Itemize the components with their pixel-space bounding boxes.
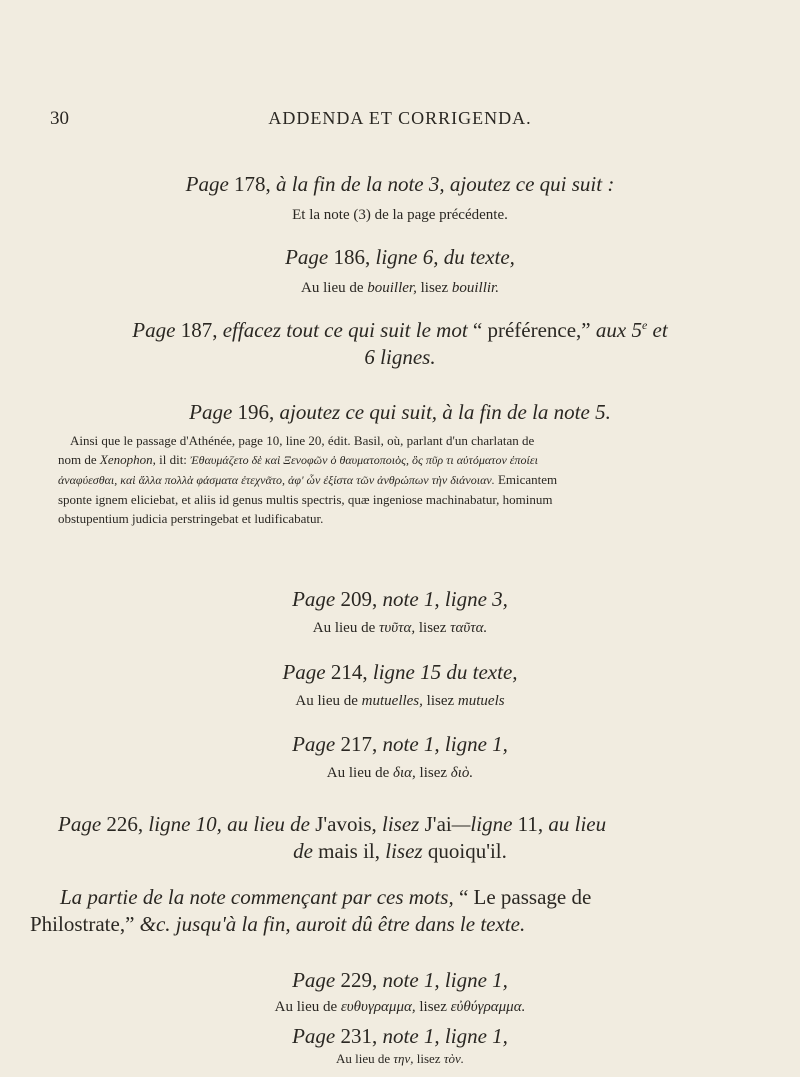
entry-page-209 bbox=[0, 587, 800, 637]
entry-page-196 bbox=[0, 400, 800, 528]
entry-page-231 bbox=[0, 1024, 800, 1067]
entry-heading: Page 214, ligne 15 du texte, bbox=[282, 660, 518, 684]
entry-body: Au lieu de την, lisez τὸν. bbox=[335, 1051, 465, 1066]
entry-body: Et la note (3) de la page précédente. bbox=[292, 207, 508, 223]
page-header bbox=[0, 108, 800, 138]
entry-paragraph: Ainsi que le passage d'Athénée, page 10, line 20, édit. Basil, où, parlant d'un charlatan de nom de Xenophon, il dit: Ἐθαυμάζετο δὲ καὶ Ξενοφῶν ὁ θαυματοποιὸς, ὃς πῦρ τι αὐτόματον ἐποίει ἀναφύεσθαι, καὶ ἄλλα πολλὰ φάσματα ἐτεχνᾶτο, ἀφ' ὧν ἐξίστα τῶν ἀνθρώπων τὴν διάνοιαν. Emicantem sponte ignem eliciebat, et aliis id genus multis spectris, quæ ingeniose machinabatur, hominum obstupentium judicia perstringebat et ludificabatur. bbox=[58, 433, 558, 526]
entry-body: Au lieu de ευθυγραμμα, lisez εὐθύγραμμα. bbox=[274, 999, 526, 1015]
entry-heading-line2: 6 lignes. bbox=[364, 345, 436, 369]
entry-page-186 bbox=[0, 245, 800, 297]
entry-page-178 bbox=[0, 172, 800, 224]
entry-page-226: Page 226, ligne 10, au lieu de J'avois, lisez J'ai—ligne 11, au lieu de mais il, lisez quoiqu'il. bbox=[58, 812, 607, 863]
entry-heading: Page 187, effacez tout ce qui suit le mot “ préférence,” aux 5e et bbox=[132, 318, 668, 342]
entry-body: Au lieu de mutuelles, lisez mutuels bbox=[295, 693, 505, 709]
entry-heading: Page 196, ajoutez ce qui suit, à la fin de la note 5. bbox=[189, 400, 611, 424]
entry-page-229 bbox=[0, 968, 800, 1016]
entry-heading: Page 231, note 1, ligne 1, bbox=[292, 1024, 508, 1048]
entry-heading: Page 217, note 1, ligne 1, bbox=[292, 732, 508, 756]
entry-page-187 bbox=[0, 318, 800, 370]
entry-page-217 bbox=[0, 732, 800, 782]
entry-heading: Page 186, ligne 6, du texte, bbox=[285, 245, 515, 269]
running-title: ADDENDA ET CORRIGENDA. bbox=[268, 108, 532, 128]
entry-page-214 bbox=[0, 660, 800, 710]
entry-body: Au lieu de τυῦτα, lisez ταῦτα. bbox=[312, 620, 488, 636]
page-number: 30 bbox=[50, 108, 69, 129]
entry-philostrate-note: La partie de la note commençant par ces mots, “ Le passage de Philostrate,” &c. jusqu'à la fin, auroit dû être dans le texte. bbox=[30, 885, 592, 936]
entry-heading: Page 209, note 1, ligne 3, bbox=[292, 587, 508, 611]
entry-body: Au lieu de bouiller, lisez bouillir. bbox=[301, 280, 499, 296]
entry-heading: Page 178, à la fin de la note 3, ajoutez ce qui suit : bbox=[185, 172, 615, 196]
entry-body: Au lieu de δια, lisez διὸ. bbox=[326, 765, 474, 781]
entry-heading: Page 229, note 1, ligne 1, bbox=[292, 968, 508, 992]
